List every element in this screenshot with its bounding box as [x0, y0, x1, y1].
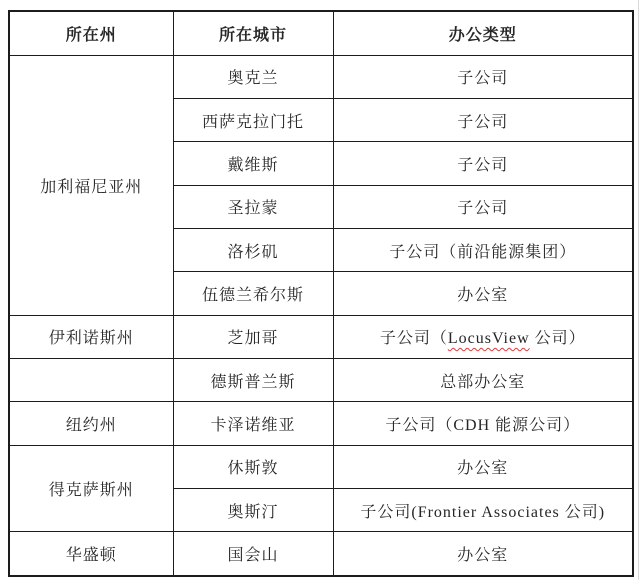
spell-error-word: LocusView [447, 330, 530, 348]
city-cell: 伍德兰希尔斯 [173, 272, 333, 315]
city-cell: 国会山 [173, 532, 333, 576]
table-row [9, 315, 633, 358]
city-cell: 奥斯汀 [173, 488, 333, 531]
city-cell: 戴维斯 [173, 142, 333, 185]
city-cell: 西萨克拉门托 [173, 98, 333, 141]
state-cell: 加利福尼亚州 [9, 55, 173, 315]
city-cell: 奥克兰 [173, 55, 333, 98]
office-cell [333, 315, 633, 358]
city-cell: 芝加哥 [173, 315, 333, 358]
office-cell: 子公司 [333, 185, 633, 228]
city-cell: 圣拉蒙 [173, 185, 333, 228]
office-cell: 子公司 [333, 98, 633, 141]
table-row [9, 445, 633, 488]
office-cell: 总部办公室 [333, 358, 633, 401]
office-locations-table [8, 10, 634, 577]
state-cell: 伊利诺斯州 [9, 315, 173, 358]
city-cell: 卡泽诺维亚 [173, 402, 333, 445]
office-cell: 子公司(Frontier Associates 公司) [333, 488, 633, 531]
table-row [9, 532, 633, 576]
office-cell: 子公司（CDH 能源公司） [333, 402, 633, 445]
city-cell: 德斯普兰斯 [173, 358, 333, 401]
header-office-type: 办公类型 [333, 11, 633, 55]
table-row [9, 358, 633, 401]
state-cell-empty [9, 358, 173, 401]
header-city: 所在城市 [173, 11, 333, 55]
office-cell: 办公室 [333, 532, 633, 576]
state-cell: 得克萨斯州 [9, 445, 173, 532]
office-cell: 子公司 [333, 55, 633, 98]
page-edge-line [638, 0, 639, 580]
city-cell: 洛杉矶 [173, 228, 333, 271]
state-cell: 纽约州 [9, 402, 173, 445]
header-state: 所在州 [9, 11, 173, 55]
office-cell: 办公室 [333, 445, 633, 488]
office-cell: 办公室 [333, 272, 633, 315]
office-cell: 子公司（前沿能源集团） [333, 228, 633, 271]
table-header-row [9, 11, 633, 55]
city-cell: 休斯敦 [173, 445, 333, 488]
office-cell: 子公司 [333, 142, 633, 185]
office-text-suffix: 公司） [529, 330, 586, 348]
table-row [9, 55, 633, 98]
office-text-prefix: 子公司（ [379, 330, 448, 348]
state-cell: 华盛顿 [9, 532, 173, 576]
table-row [9, 402, 633, 445]
